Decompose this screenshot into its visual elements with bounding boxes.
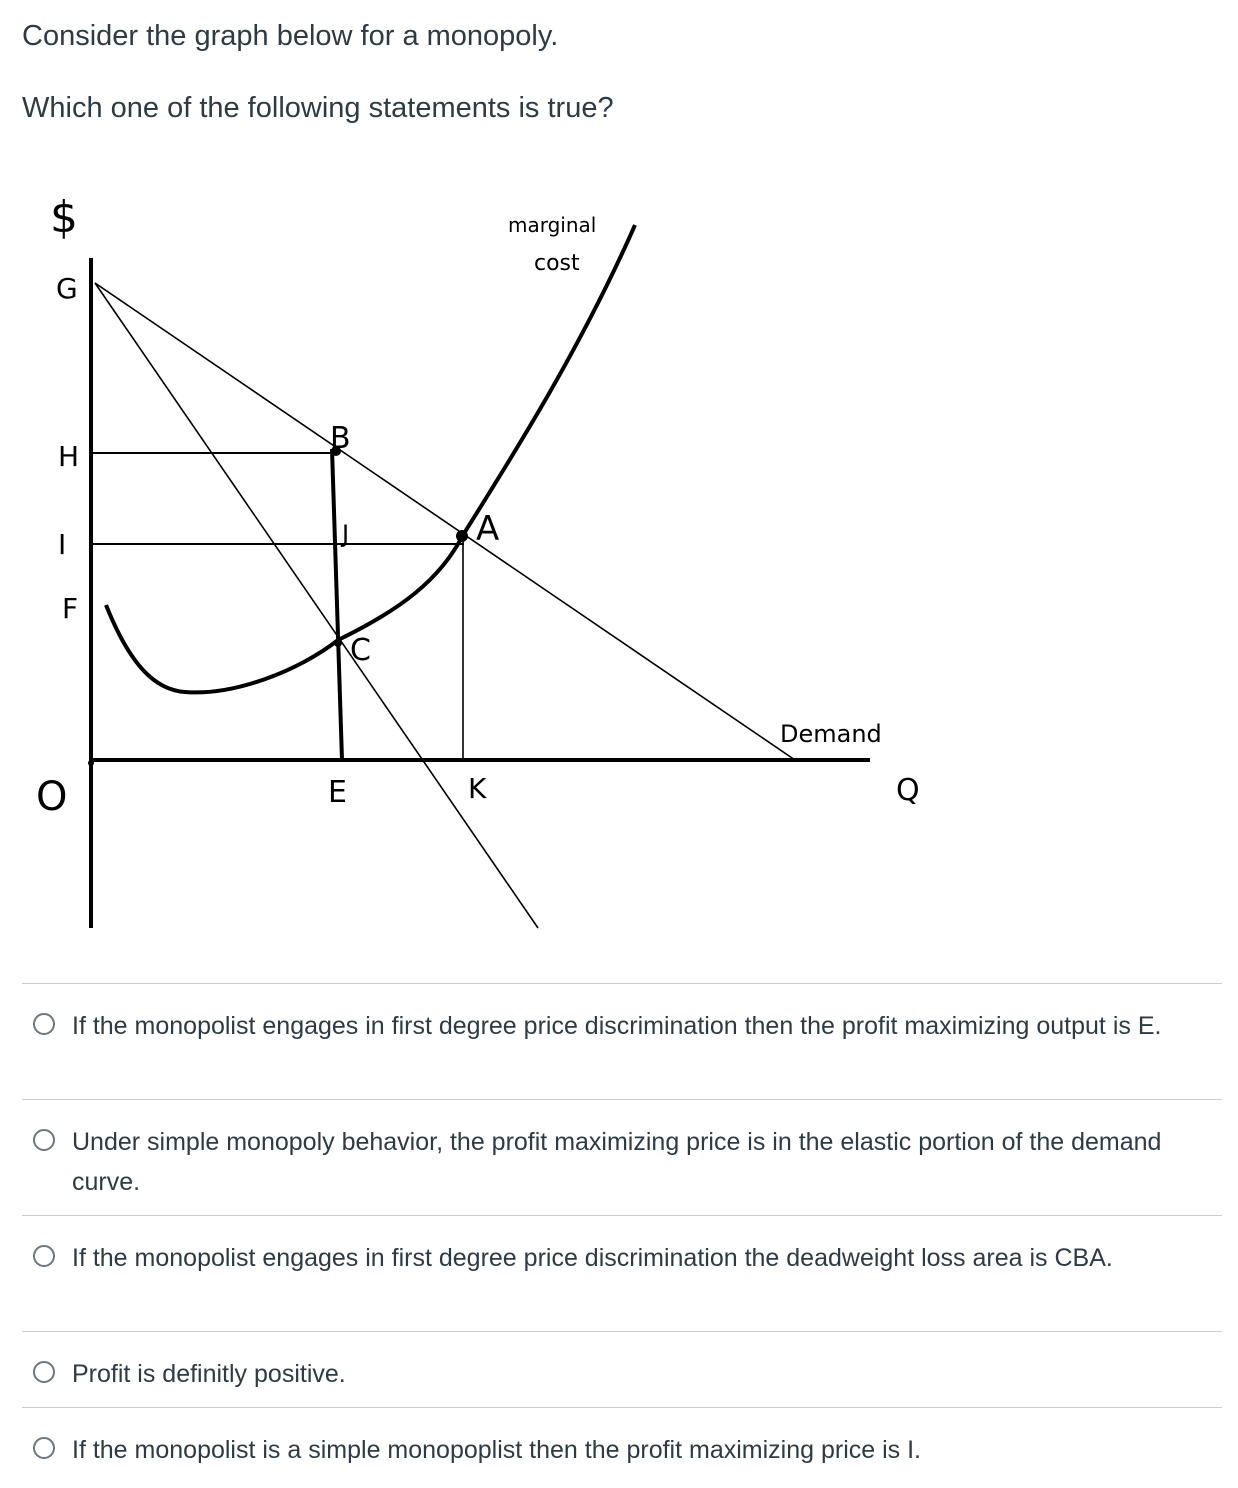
quantity-label-e: E <box>328 775 347 810</box>
answer-option[interactable] <box>22 1215 1222 1331</box>
answer-option-label: Under simple monopoly behavior, the profit maximizing price is in the elastic portion of the demand curve. <box>72 1128 1162 1196</box>
point-label-j: J <box>342 520 350 548</box>
point-label-b: B <box>330 421 351 456</box>
price-label-g: G <box>56 272 78 305</box>
point-label-a: A <box>476 509 500 549</box>
origin-label: O <box>36 774 68 820</box>
point-c-dot <box>334 639 342 647</box>
monopoly-graph <box>20 170 960 950</box>
answer-option[interactable] <box>22 1099 1222 1215</box>
radio-button[interactable] <box>33 1245 55 1267</box>
answer-option[interactable] <box>22 983 1222 1099</box>
answer-option[interactable] <box>22 1331 1222 1407</box>
point-label-c: C <box>350 633 371 668</box>
marginal-revenue-curve <box>95 283 538 928</box>
x-axis-label: Q <box>896 773 920 808</box>
price-label-f: F <box>62 592 79 625</box>
quantity-label-k: K <box>468 772 487 805</box>
origin-dot <box>88 760 94 766</box>
demand-label: Demand <box>780 720 882 748</box>
quantity-line-e <box>332 449 342 760</box>
answer-option[interactable] <box>22 1407 1222 1483</box>
radio-button[interactable] <box>33 1013 55 1035</box>
question-line-2: Which one of the following statements is true? <box>22 92 614 124</box>
answer-option-label: If the monopolist engages in first degree price discrimination then the profit maximizing output is E. <box>72 1012 1162 1040</box>
marginal-cost-label-line1: marginal <box>508 213 597 237</box>
price-label-i: I <box>58 528 67 561</box>
radio-button[interactable] <box>33 1361 55 1383</box>
answer-option-label: If the monopolist engages in first degree price discrimination the deadweight loss area is CBA. <box>72 1244 1113 1272</box>
answer-list <box>22 983 1222 1483</box>
radio-button[interactable] <box>33 1437 55 1459</box>
marginal-cost-curve <box>106 225 635 692</box>
answer-option-label: If the monopolist is a simple monopoplist then the profit maximizing price is I. <box>72 1436 921 1464</box>
answer-option-label: Profit is definitly positive. <box>72 1360 346 1388</box>
demand-curve <box>95 283 795 760</box>
price-label-h: H <box>58 440 80 473</box>
point-a-dot <box>456 530 468 542</box>
question-line-1: Consider the graph below for a monopoly. <box>22 20 559 52</box>
radio-button[interactable] <box>33 1129 55 1151</box>
marginal-cost-label-line2: cost <box>534 251 580 276</box>
y-axis-label: $ <box>50 192 78 243</box>
